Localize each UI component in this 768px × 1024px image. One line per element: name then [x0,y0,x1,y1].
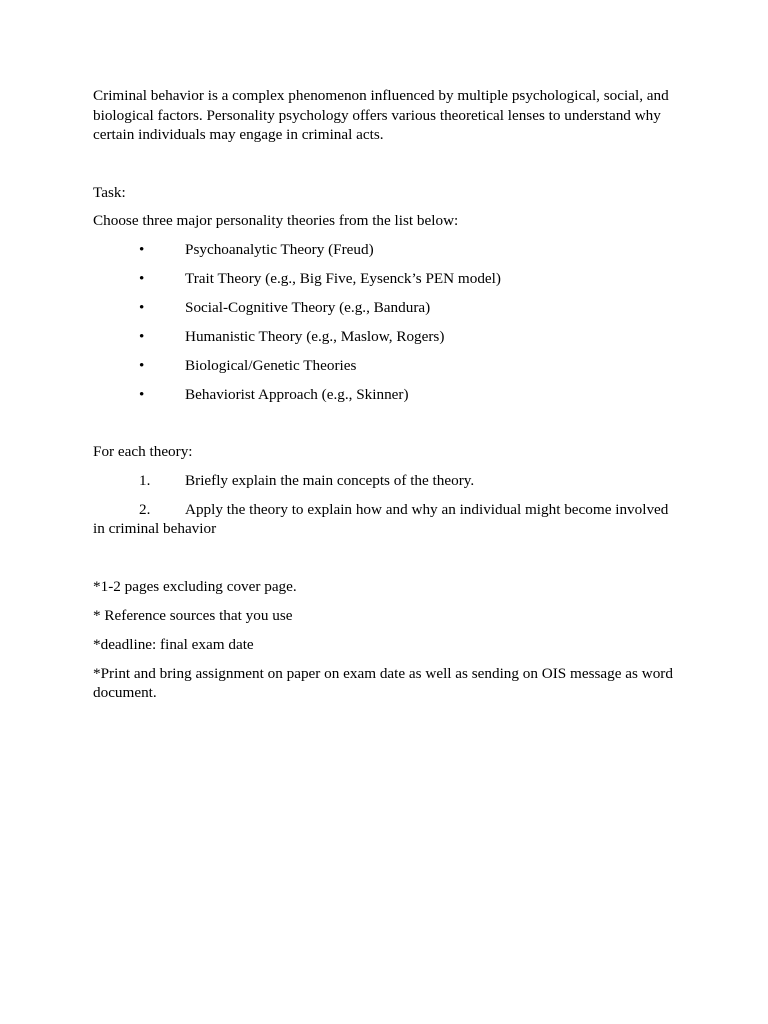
theory-label: Biological/Genetic Theories [185,356,357,374]
bullet-icon: • [139,240,145,258]
list-item [93,269,683,289]
bullet-icon: • [139,269,145,287]
bullet-icon: • [139,327,145,345]
theory-label: Behaviorist Approach (e.g., Skinner) [185,385,409,403]
choose-instruction: Choose three major personality theories from the list below: [93,212,459,229]
document-body [93,86,683,712]
note-page-length: *1-2 pages excluding cover page. [93,577,297,595]
bullet-icon: • [139,385,145,403]
list-item [93,385,683,405]
steps-list [93,471,683,539]
list-item [93,298,683,318]
intro-paragraph: Criminal behavior is a complex phenomenon influenced by multiple psychological, social, and biological factors. Personality psychology offers various theoretical lenses to understand why certain individuals may engage in criminal acts. [93,87,669,143]
step-item [93,500,683,539]
step-text: Briefly explain the main concepts of the theory. [185,471,475,489]
for-each-heading: For each theory: [93,443,193,460]
theory-label: Trait Theory (e.g., Big Five, Eysenck’s PEN model) [185,269,501,287]
bullet-icon: • [139,356,145,374]
theory-list [93,240,683,405]
theory-label: Psychoanalytic Theory (Freud) [185,240,374,258]
task-label: Task: [93,183,126,201]
bullet-icon: • [139,298,145,316]
list-item [93,327,683,347]
step-text: Apply the theory to explain how and why an individual might become involved in criminal behavior [93,500,669,537]
note-deadline: *deadline: final exam date [93,635,254,653]
step-item [93,471,683,491]
step-number: 1. [139,471,151,489]
step-number: 2. [139,500,151,518]
theory-label: Social-Cognitive Theory (e.g., Bandura) [185,298,431,316]
list-item [93,356,683,376]
note-submission: *Print and bring assignment on paper on exam date as well as sending on OIS message as word document. [93,664,673,701]
note-references: * Reference sources that you use [93,606,293,624]
theory-label: Humanistic Theory (e.g., Maslow, Rogers) [185,327,445,345]
list-item [93,240,683,260]
